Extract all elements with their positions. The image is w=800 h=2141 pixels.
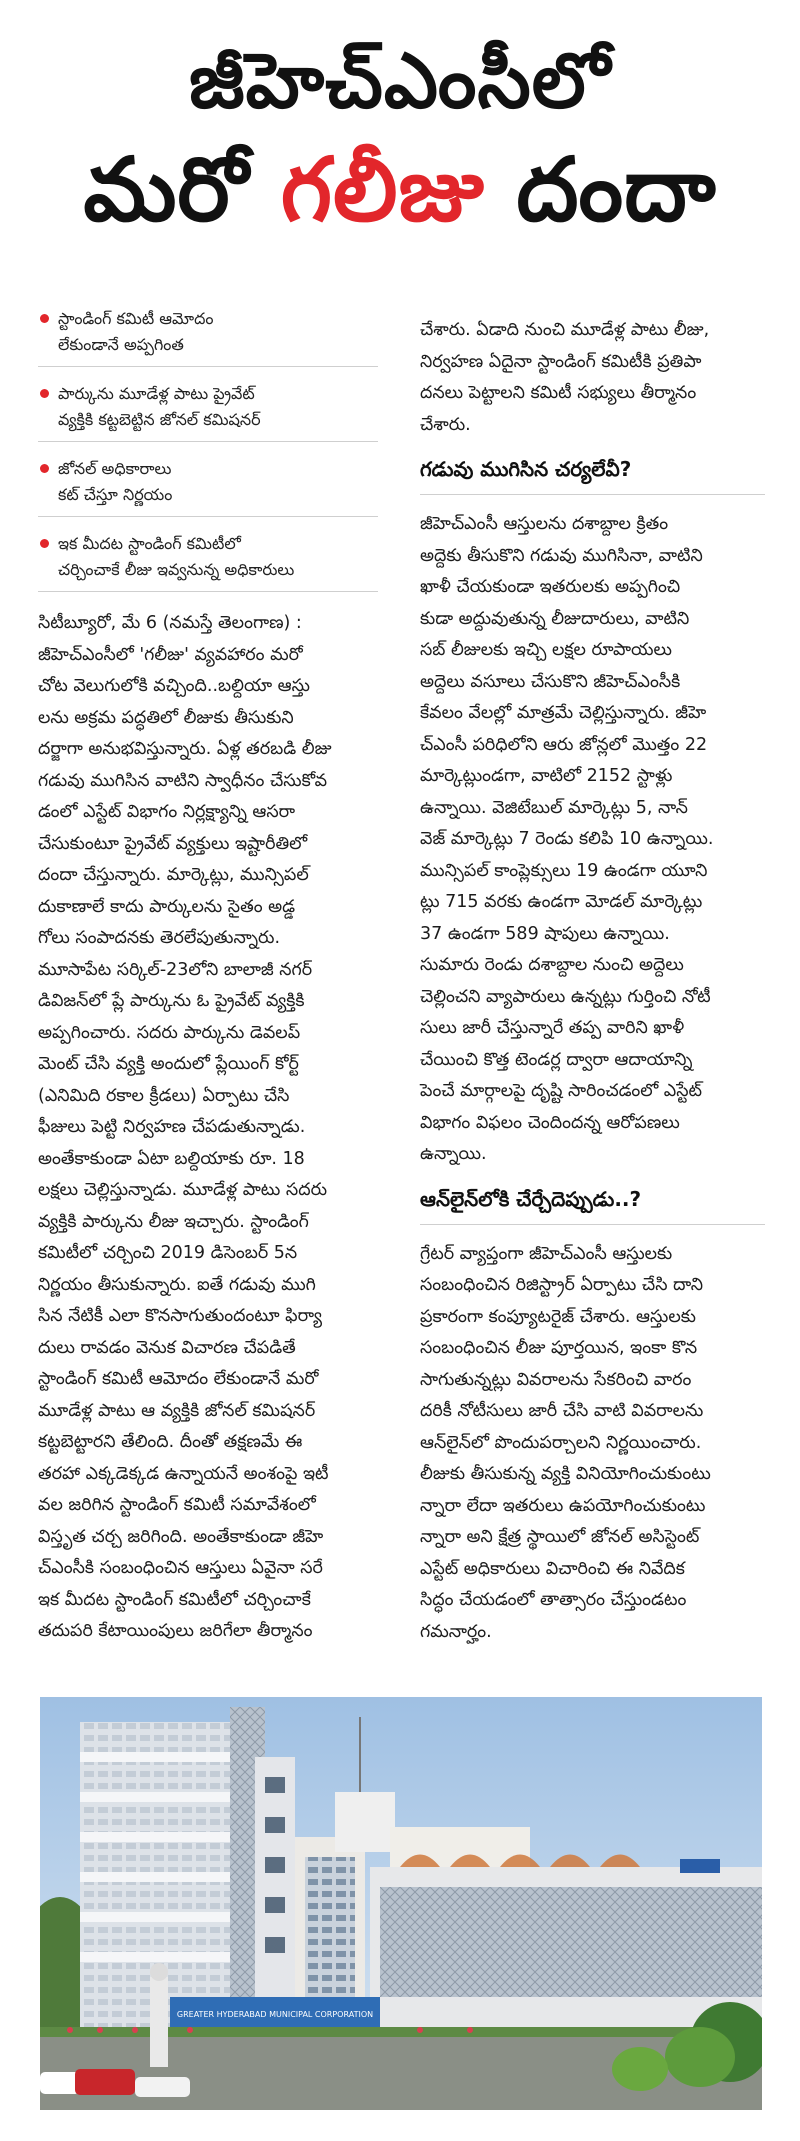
article-line: సంబంధించిన రిజిస్ట్రార్ ఏర్పాటు చేసి దాని [420, 1275, 703, 1295]
article-line: దరికీ నోటీసులు జారీ చేసి వాటి వివరాలను [420, 1401, 704, 1421]
article-line: గోలు సంపాదనకు తెరలేపుతున్నారు. [38, 928, 281, 948]
article-line: వెజ్ మార్కెట్లు 7 రెండు కలిపి 10 ఉన్నాయి. [420, 829, 714, 849]
highlight-line: వ్యక్తికి కట్టబెట్టిన జోనల్ కమిషనర్ [58, 410, 261, 429]
article-line: తదుపరి కేటాయింపులు జరిగేలా తీర్మానం [38, 1621, 313, 1641]
article-line: లక్షలు చెల్లిస్తున్నాడు. మూడేళ్ల పాటు సదరు [38, 1180, 328, 1200]
section-heading-online: ఆన్‌లైన్‌లోకి చేర్చేదెప్పుడు..? [420, 1187, 765, 1225]
section-body-deadline [420, 509, 765, 1171]
highlight-item [38, 300, 378, 367]
article-line: సాగుతున్నట్లు వివరాలను సేకరించి వారం [420, 1369, 692, 1390]
article-line: సిటీబ్యూరో, మే 6 (నమస్తే తెలంగాణ) : [38, 613, 302, 633]
article-line: విస్తృత చర్చ జరిగింది. అంతేకాకుండా జీహె [38, 1526, 324, 1547]
article-line: జీహెచ్ఎంసీలో 'గలీజు' వ్యవహారం మరో [38, 644, 303, 665]
highlight-line: పార్కును మూడేళ్ల పాటు ప్రైవేట్ [58, 384, 255, 403]
article-line: చోట వెలుగులోకి వచ్చింది..బల్దియా ఆస్తు [38, 676, 310, 696]
highlight-item [38, 375, 378, 442]
article-line: 37 ఉండగా 589 షాపులు ఉన్నాయి. [420, 923, 670, 944]
article-line: మూసాపేట సర్కిల్-23లోని బాలాజీ నగర్ [38, 959, 313, 980]
article-line: సంబంధించిన లీజు పూర్తయిన, ఇంకా కొన [420, 1338, 698, 1358]
ghmc-building-photo [40, 1697, 762, 2110]
headline-line-1: జీహెచ్‌ఎంసీలో [189, 36, 611, 125]
article-line: ట్లు 715 వరకు ఉండగా మోడల్ మార్కెట్లు [420, 892, 703, 912]
article-line: అంతేకాకుండా ఏటా బల్దియాకు రూ. 18 [38, 1148, 305, 1169]
article-line: మూడేళ్ల పాటు ఆ వ్యక్తికి జోనల్ కమిషనర్ [38, 1400, 316, 1421]
photo-sign-text: GREATER HYDERABAD MUNICIPAL CORPORATION [176, 2010, 374, 2019]
highlight-item [38, 525, 378, 592]
article-line: నిర్ణయం తీసుకున్నారు. ఐతే గడువు ముగి [38, 1274, 316, 1295]
article-line: లను అక్రమ పద్ధతిలో లీజుకు తీసుకుని [38, 707, 294, 728]
article-line: ఎస్టేట్ అధికారులు విచారించి ఈ నివేదిక [420, 1558, 685, 1579]
article-line: చ్ఎంసీకి సంబంధించిన ఆస్తులు ఏవైనా సరే [38, 1558, 323, 1578]
highlight-line: లేకుండానే అప్పగింత [58, 335, 184, 354]
highlight-line: ఇక మీదట స్టాండింగ్ కమిటీలో [58, 534, 241, 553]
highlight-line: చర్చించాకే లీజు ఇవ్వనున్న అధికారులు [58, 560, 295, 579]
article-line: న్నారా లేదా ఇతరులు ఉపయోగించుకుంటు [420, 1495, 706, 1516]
article-line: దర్జాగా అనుభవిస్తున్నారు. ఏళ్ల తరబడి లీజు [38, 739, 332, 759]
highlight-line: స్టాండింగ్ కమిటీ ఆమోదం [58, 309, 214, 328]
article-line: అద్దెలు వసూలు చేసుకొని జీహెచ్ఎంసీకి [420, 671, 681, 692]
article-line: పెంచే మార్గాలపై దృష్టి సారించడంలో ఎస్టేట్ [420, 1081, 703, 1101]
article-line: ఖాళీ చేయకుండా ఇతరులకు అప్పగించి [420, 577, 681, 597]
article-line: విభాగం విఫలం చెందిందన్న ఆరోపణలు [420, 1112, 680, 1133]
article-line: చెల్లించని వ్యాపారులు ఉన్నట్లు గుర్తించి నోటీ [420, 986, 711, 1007]
section-body-online [420, 1239, 765, 1649]
article-line: ఇక మీదట స్టాండింగ్ కమిటీలో చర్చించాకే [38, 1589, 311, 1610]
article-line: డంలో ఎస్టేట్ విభాగం నిర్లక్ష్యాన్ని ఆసరా [38, 802, 296, 822]
right-column [420, 315, 765, 1648]
section-heading-deadline: గడువు ముగిసిన చర్యలేవీ? [420, 457, 765, 495]
article-line: దనలు పెట్టాలని కమిటీ సభ్యులు తీర్మానం [420, 383, 697, 403]
article-line: అద్దెకు తీసుకొని గడువు ముగిసినా, వాటిని [420, 545, 703, 566]
article-line: కట్టబెట్టారని తేలింది. దీంతో తక్షణమే ఈ [38, 1432, 303, 1452]
article-line: డివిజన్‌లో ప్లే పార్కును ఓ ప్రైవేట్ వ్యక్తికి [38, 991, 305, 1011]
headline-word-1: మరో [83, 138, 250, 242]
article-line: ప్రకారంగా కంప్యూటరైజ్ చేశారు. ఆస్తులకు [420, 1306, 696, 1327]
article-line: సుమారు రెండు దశాబ్దాల నుంచి అద్దెలు [420, 955, 684, 975]
article-line: అప్పగించారు. సదరు పార్కును డెవలప్ [38, 1022, 301, 1043]
headline-word-3: దందా [516, 138, 717, 242]
article-line: చేశారు. [420, 414, 471, 435]
article-line: దందా చేస్తున్నారు. మార్కెట్లు, మున్సిపల్ [38, 865, 309, 885]
article-line: దుకాణాలే కాదు పార్కులను సైతం అడ్డ [38, 896, 296, 917]
article-line: ఉన్నాయి. [420, 1144, 487, 1164]
article-line: (ఎనిమిది రకాల క్రీడలు) ఏర్పాటు చేసి [38, 1085, 290, 1106]
left-column [38, 300, 378, 1648]
article-line: ఉన్నాయి. వెజిటేబుల్ మార్కెట్లు 5, నాన్ [420, 797, 688, 818]
left-article-body [38, 608, 378, 1648]
article-line: మెంట్ చేసి వ్యక్తి అందులో ప్లేయింగ్ కోర్ట్ [38, 1054, 299, 1074]
article-line: లీజుకు తీసుకున్న వ్యక్తి వినియోగించుకుంటు [420, 1464, 711, 1484]
article-line: జీహెచ్ఎంసీ ఆస్తులను దశాబ్దాల క్రితం [420, 514, 669, 534]
article-line: సిన నేటికీ ఎలా కొనసాగుతుందంటూ ఫిర్యా [38, 1306, 322, 1326]
right-intro-text [420, 315, 765, 441]
headline-accent-word: గలీజు [280, 138, 485, 242]
article-line: కేవలం వేలల్లో మాత్రమే చెల్లిస్తున్నారు. జీహె [420, 703, 707, 723]
article-line: గడువు ముగిసిన వాటిని స్వాధీనం చేసుకోవ [38, 770, 328, 791]
article-line: చేశారు. ఏడాది నుంచి మూడేళ్ల పాటు లీజు, [420, 320, 710, 340]
article-line: సబ్ లీజులకు ఇచ్చి లక్షల రూపాయలు [420, 640, 672, 660]
article-line: తరహా ఎక్కడెక్కడ ఉన్నాయనే అంశంపై ఇటీ [38, 1463, 329, 1484]
article-line: గమనార్హం. [420, 1621, 492, 1642]
article-line: వ్యక్తికి పార్కును లీజు ఇచ్చారు. స్టాండింగ్ [38, 1211, 309, 1232]
building-illustration [40, 1697, 762, 2110]
highlight-item [38, 450, 378, 517]
article-line: స్టాండింగ్ కమిటీ ఆమోదం లేకుండానే మరో [38, 1369, 319, 1389]
article-line: ఆన్‌లైన్‌లో పొందుపర్చాలని నిర్ణయించారు. [420, 1432, 702, 1453]
highlights-list [38, 300, 378, 592]
article-line: న్నారా అని క్షేత్ర స్థాయిలో జోనల్ అసిస్టెంట్ [420, 1527, 700, 1547]
headline-line-2 [20, 138, 780, 242]
article-line: వల జరిగిన స్టాండింగ్ కమిటీ సమావేశంలో [38, 1495, 316, 1515]
article-line: నిర్వహణ ఏదైనా స్టాండింగ్ కమిటీకి ప్రతిపా [420, 351, 702, 372]
article-line: కమిటీలో చర్చించి 2019 డిసెంబర్ 5న [38, 1243, 298, 1263]
highlight-line: జోనల్ అధికారాలు [58, 459, 172, 478]
highlight-line: కట్ చేస్తూ నిర్ణయం [58, 485, 173, 504]
article-line: మార్కెట్లుండగా, వాటిలో 2152 స్టాళ్లు [420, 766, 673, 786]
article-line: దులు రావడం వెనుక విచారణ చేపడితే [38, 1337, 296, 1358]
article-line: గ్రేటర్ వ్యాప్తంగా జీహెచ్ఎంసీ ఆస్తులకు [420, 1243, 673, 1264]
article-line: సులు జారీ చేస్తున్నారే తప్ప వారిని ఖాళీ [420, 1018, 685, 1038]
article-line: సిద్ధం చేయడంలో తాత్సారం చేస్తుండటం [420, 1590, 687, 1610]
article-line: కుడా అద్దువుతున్న లీజుదారులు, వాటిని [420, 608, 690, 629]
headline [20, 36, 780, 242]
article-line: ఫీజులు పెట్టి నిర్వహణ చేపడుతున్నాడు. [38, 1117, 306, 1137]
article-line: చేసుకుంటూ ప్రైవేట్ వ్యక్తులు ఇష్టారీతిలో [38, 833, 308, 854]
article-line: చేయించి కొత్త టెండర్ల ద్వారా ఆదాయాన్ని [420, 1049, 693, 1070]
article-line: చ్ఎంసీ పరిధిలోని ఆరు జోన్లలో మొత్తం 22 [420, 734, 708, 755]
article-line: మున్సిపల్ కాంప్లెక్సులు 19 ఉండగా యూని [420, 860, 708, 881]
